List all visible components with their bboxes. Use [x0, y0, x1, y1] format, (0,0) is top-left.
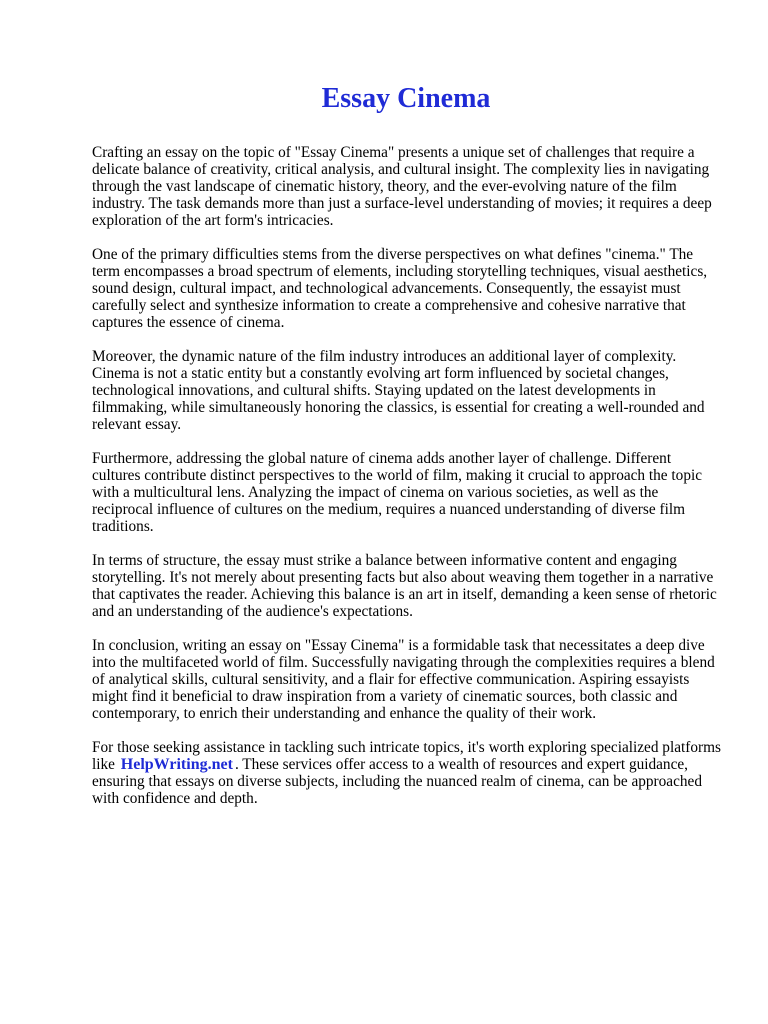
assistance-text-before-link: For those seeking assistance in tackling such intricate topics, it's worth exploring specialized platforms like: [92, 739, 721, 773]
helpwriting-link[interactable]: HelpWriting.net: [120, 756, 233, 773]
paragraph-perspectives: One of the primary difficulties stems from the diverse perspectives on what defines "cinema." The term encompasses a broad spectrum of elements, including storytelling techniques, visual aesthetics, sound design, cultural impact, and technological advancements. Consequently, the essayist must carefully select and synthesize information to create a comprehensive and cohesive narrative that captures the essence of cinema.: [92, 246, 708, 331]
assistance-text-after-link: . These services offer access to a wealth of resources and expert guidance, ensuring that essays on diverse subjects, including the nuanced realm of cinema, can be approached with confidence and depth.: [92, 756, 702, 807]
paragraph-dynamic-nature: Moreover, the dynamic nature of the film industry introduces an additional layer of complexity. Cinema is not a static entity but a constantly evolving art form influenced by societal changes, technological innovations, and cultural shifts. Staying updated on the latest developments in filmmaking, while simultaneously honoring the classics, is essential for creating a well-rounded and relevant essay.: [92, 348, 705, 433]
paragraph-global-nature: Furthermore, addressing the global nature of cinema adds another layer of challenge. Different cultures contribute distinct perspectives to the world of film, making it crucial to approach the topic with a multicultural lens. Analyzing the impact of cinema on various societies, as well as the reciprocal influence of cultures on the medium, requires a nuanced understanding of diverse film traditions.: [92, 450, 703, 535]
paragraph-assistance: [92, 739, 722, 807]
document-title: Essay Cinema: [321, 83, 491, 114]
paragraph-structure: In terms of structure, the essay must strike a balance between informative content and engaging storytelling. It's not merely about presenting facts but also about weaving them together in a narrative that captivates the reader. Achieving this balance is an art in itself, demanding a keen sense of rhetoric and an understanding of the audience's expectations.: [92, 552, 717, 620]
paragraph-intro: Crafting an essay on the topic of "Essay Cinema" presents a unique set of challenges that require a delicate balance of creativity, critical analysis, and cultural insight. The complexity lies in navigating through the vast landscape of cinematic history, theory, and the ever-evolving nature of the film industry. The task demands more than just a surface-level understanding of movies; it requires a deep exploration of the art form's intricacies.: [92, 144, 712, 229]
paragraph-conclusion: In conclusion, writing an essay on "Essay Cinema" is a formidable task that necessitates a deep dive into the multifaceted world of film. Successfully navigating through the complexities requires a blend of analytical skills, cultural sensitivity, and a flair for effective communication. Aspiring essayists might find it beneficial to draw inspiration from a variety of cinematic sources, both classic and contemporary, to enrich their understanding and enhance the quality of their work.: [92, 637, 715, 722]
document-body: [92, 144, 722, 824]
